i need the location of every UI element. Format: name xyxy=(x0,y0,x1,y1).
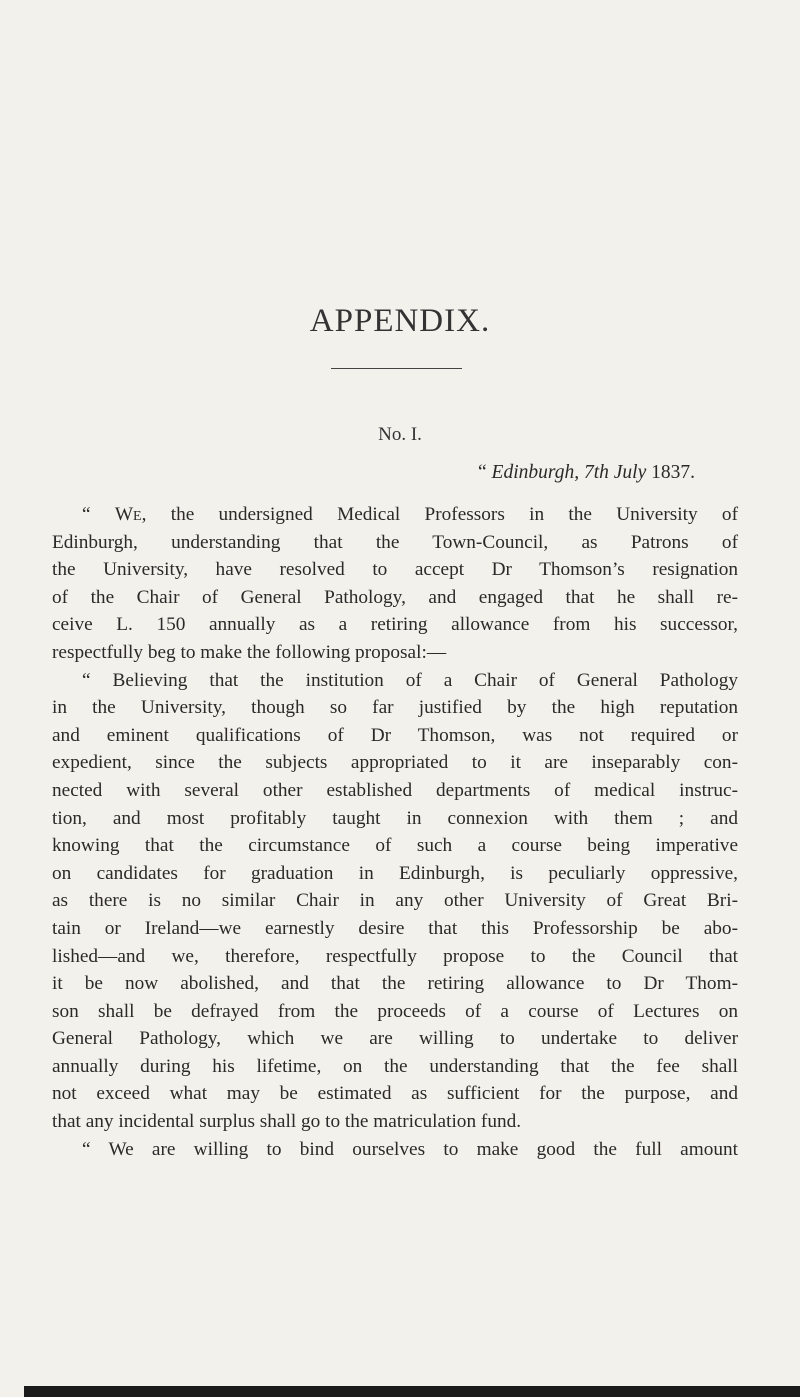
text-line: the University, have resolved to accept Dr Thomson’s resignation xyxy=(52,559,738,581)
text-line: lished—and we, therefore, respectfully propose to the Council that xyxy=(52,945,738,967)
lead-word: We xyxy=(114,504,142,525)
text-line: ceive L. 150 annually as a retiring allowance from his successor, xyxy=(52,614,738,636)
text-line: General Pathology, which we are willing to undertake to deliver xyxy=(52,1028,738,1050)
text-line: on candidates for graduation in Edinburgh, is peculiarly oppressive, xyxy=(52,862,738,884)
dateline-year: 1837. xyxy=(651,462,696,483)
text-line: respectfully beg to make the following proposal:— xyxy=(52,641,447,663)
dateline-quote: “ xyxy=(478,462,487,483)
text-line: expedient, since the subjects appropriated to it are inseparably con- xyxy=(52,752,738,774)
text-line: it be now abolished, and that the retiring allowance to Dr Thom- xyxy=(52,973,738,995)
text-line: of the Chair of General Pathology, and engaged that he shall re- xyxy=(52,586,738,608)
text-line: knowing that the circumstance of such a course being imperative xyxy=(52,835,738,857)
text-line: “ We are willing to bind ourselves to make good the full amount xyxy=(82,1138,738,1160)
document-number: No. I. xyxy=(378,424,422,445)
text-line: annually during his lifetime, on the understanding that the fee shall xyxy=(52,1055,738,1077)
text-line: tion, and most profitably taught in connexion with them ; and xyxy=(52,807,738,829)
text-line: “ Believing that the institution of a Chair of General Pathology xyxy=(82,669,738,691)
letter-body xyxy=(52,501,738,1163)
open-quote: “ xyxy=(82,504,91,525)
dateline xyxy=(478,462,695,484)
text-line: and eminent qualifications of Dr Thomson, was not required or xyxy=(52,724,738,746)
text-line: son shall be defrayed from the proceeds of a course of Lectures on xyxy=(52,1000,738,1022)
dateline-place: Edinburgh, xyxy=(491,462,580,483)
text-line: tain or Ireland—we earnestly desire that this Professorship be abo- xyxy=(52,917,738,939)
text-line: Edinburgh, understanding that the Town-Council, as Patrons of xyxy=(52,531,738,553)
text-line: nected with several other established departments of medical instruc- xyxy=(52,779,738,801)
title-rule xyxy=(331,368,462,369)
dateline-day-month: 7th July xyxy=(583,462,647,483)
scan-bottom-edge xyxy=(24,1386,800,1397)
page-title: APPENDIX. xyxy=(309,303,491,339)
line-rest: , the undersigned Medical Professors in the University of xyxy=(141,504,738,525)
text-line: not exceed what may be estimated as sufficient for the purpose, and xyxy=(52,1083,738,1105)
text-line: that any incidental surplus shall go to the matriculation fund. xyxy=(52,1111,522,1133)
text-line: as there is no similar Chair in any other University of Great Bri- xyxy=(52,890,738,912)
text-line: in the University, though so far justified by the high reputation xyxy=(52,697,738,719)
text-line xyxy=(52,501,738,529)
